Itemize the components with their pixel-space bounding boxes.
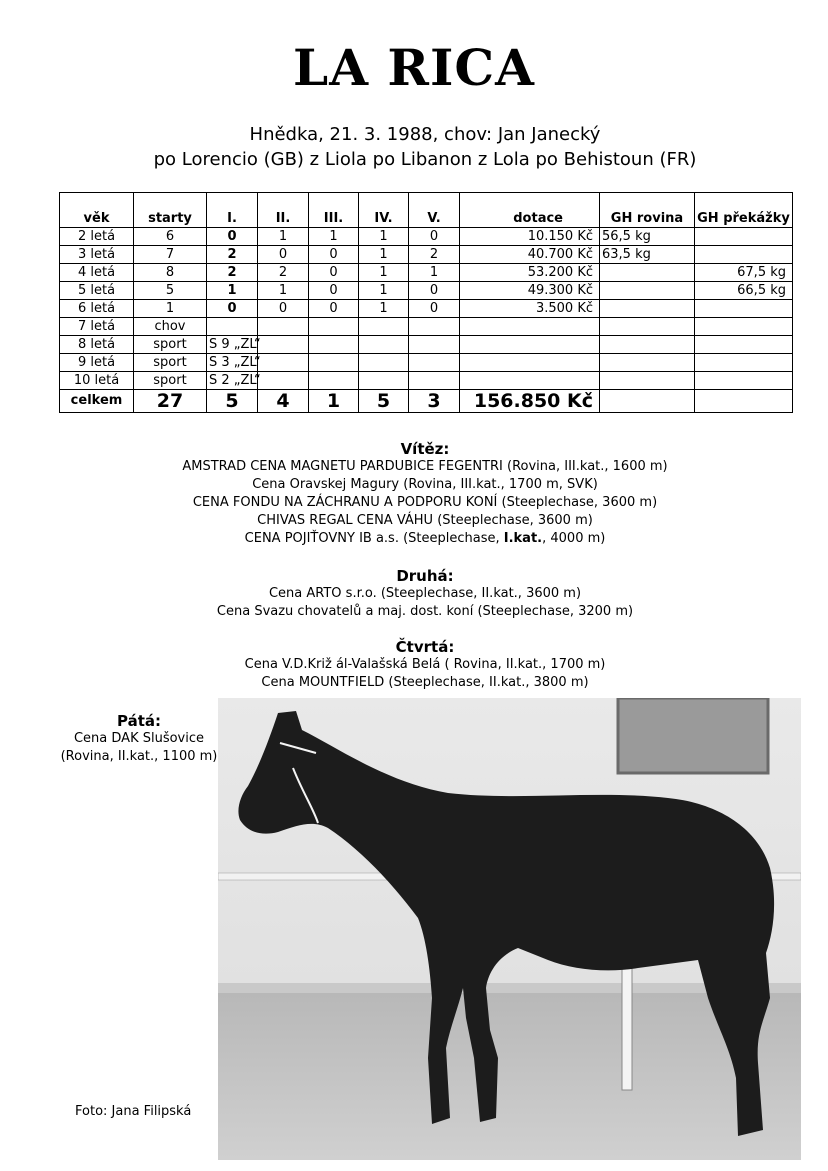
table-cell: 1	[359, 228, 409, 246]
table-cell: 0	[309, 300, 359, 318]
table-cell: 49.300 Kč	[460, 282, 600, 300]
col-header-3rd: III.	[309, 193, 359, 228]
table-row	[60, 336, 793, 354]
table-cell: 0	[409, 300, 460, 318]
table-row	[60, 264, 793, 282]
winner-item: Cena Oravskej Magury (Rovina, III.kat., 1700 m, SVK)	[252, 477, 598, 492]
winner-item-last	[0, 530, 828, 548]
table-cell	[600, 354, 695, 372]
photo-credit: Foto: Jana Filipská	[75, 1104, 192, 1119]
table-cell	[207, 318, 258, 336]
fifth-item-details: (Rovina, II.kat., 1100 m)	[60, 749, 218, 764]
table-cell: 63,5 kg	[600, 246, 695, 264]
table-cell: 0	[258, 300, 309, 318]
table-cell	[695, 336, 793, 354]
table-cell: 6 letá	[60, 300, 134, 318]
table-cell: 7 letá	[60, 318, 134, 336]
table-cell	[600, 282, 695, 300]
table-cell: 5 letá	[60, 282, 134, 300]
table-cell: 0	[207, 300, 258, 318]
table-cell: 0	[309, 264, 359, 282]
table-cell: 1	[309, 228, 359, 246]
subtitle-pedigree-2: po Lorencio (GB) z Liola po Libanon z Lola po Behistoun (FR)	[153, 149, 697, 170]
table-cell	[309, 318, 359, 336]
photo-ground	[218, 993, 801, 1160]
table-cell: 2	[258, 264, 309, 282]
table-header-row	[60, 193, 793, 228]
table-cell: 53.200 Kč	[460, 264, 600, 282]
table-cell: 1	[359, 264, 409, 282]
table-cell	[359, 354, 409, 372]
winner-item-last-category: I.kat.	[503, 531, 543, 546]
table-cell	[409, 318, 460, 336]
table-row	[60, 282, 793, 300]
table-cell	[460, 336, 600, 354]
second-heading: Druhá:	[396, 567, 454, 585]
col-header-age: věk	[60, 193, 134, 228]
table-cell	[600, 264, 695, 282]
table-cell: 67,5 kg	[695, 264, 793, 282]
fifth-section	[40, 712, 238, 766]
table-cell: 1	[409, 264, 460, 282]
table-cell: 0	[409, 228, 460, 246]
table-cell	[460, 372, 600, 390]
table-cell: 3.500 Kč	[460, 300, 600, 318]
table-cell: 1	[134, 300, 207, 318]
table-cell	[695, 318, 793, 336]
table-row	[60, 228, 793, 246]
winner-item: CENA FONDU NA ZÁCHRANU A PODPORU KONÍ (Steeplechase, 3600 m)	[192, 495, 658, 510]
table-cell: 0	[409, 282, 460, 300]
table-cell	[695, 354, 793, 372]
fourth-section	[0, 638, 828, 692]
table-cell	[600, 372, 695, 390]
table-cell: sport	[134, 354, 207, 372]
table-cell: 0	[258, 246, 309, 264]
table-cell: 10 letá	[60, 372, 134, 390]
table-cell	[600, 336, 695, 354]
winner-item: CHIVAS REGAL CENA VÁHU (Steeplechase, 3600 m)	[257, 513, 593, 528]
table-row	[60, 354, 793, 372]
table-cell: 0	[309, 246, 359, 264]
col-header-1st: I.	[207, 193, 258, 228]
fourth-heading: Čtvrtá:	[395, 638, 455, 656]
table-cell	[695, 300, 793, 318]
table-row	[60, 372, 793, 390]
winner-heading: Vítěz:	[400, 440, 450, 458]
winner-item-last-prefix: CENA POJIŤOVNY IB a.s. (Steeplechase,	[244, 531, 504, 546]
table-cell: 1	[207, 282, 258, 300]
table-cell	[460, 354, 600, 372]
col-header-5th: V.	[409, 193, 460, 228]
table-cell: 66,5 kg	[695, 282, 793, 300]
table-cell: 1	[258, 228, 309, 246]
table-cell: S 9 „ZL“	[207, 336, 258, 354]
race-stats-table	[59, 192, 793, 413]
table-cell: 8	[134, 264, 207, 282]
col-header-2nd: II.	[258, 193, 309, 228]
table-row	[60, 300, 793, 318]
table-row	[60, 246, 793, 264]
table-cell	[409, 354, 460, 372]
table-cell	[359, 336, 409, 354]
table-cell: sport	[134, 372, 207, 390]
winner-item-last-suffix: , 4000 m)	[542, 531, 606, 546]
table-cell	[409, 336, 460, 354]
col-header-gh-jumps: GH překážky	[695, 193, 793, 228]
table-cell	[695, 246, 793, 264]
table-cell	[695, 228, 793, 246]
fourth-item: Cena MOUNTFIELD (Steeplechase, II.kat., 3800 m)	[261, 675, 589, 690]
fifth-heading: Pátá:	[116, 712, 161, 730]
table-cell	[695, 372, 793, 390]
table-cell: 6	[134, 228, 207, 246]
table-cell	[600, 300, 695, 318]
table-cell	[359, 372, 409, 390]
winner-section	[0, 440, 828, 548]
page-title: LA RICA	[293, 38, 535, 97]
table-cell: 2	[409, 246, 460, 264]
table-cell: 27	[134, 390, 207, 413]
fourth-item: Cena V.D.Križ ál-Valašská Belá ( Rovina, II.kat., 1700 m)	[244, 657, 606, 672]
second-item: Cena ARTO s.r.o. (Steeplechase, II.kat., 3600 m)	[268, 586, 582, 601]
col-header-prize: dotace	[460, 193, 600, 228]
table-cell	[600, 390, 695, 413]
second-section	[0, 567, 828, 621]
table-cell: S 3 „ZL“	[207, 354, 258, 372]
table-row	[60, 318, 793, 336]
table-cell	[309, 336, 359, 354]
table-cell: 5	[134, 282, 207, 300]
table-cell: 2	[207, 246, 258, 264]
second-item: Cena Svazu chovatelů a maj. dost. koní (Steeplechase, 3200 m)	[216, 604, 634, 619]
table-cell	[600, 318, 695, 336]
table-cell	[258, 318, 309, 336]
table-cell: 10.150 Kč	[460, 228, 600, 246]
table-cell: S 2 „ZL“	[207, 372, 258, 390]
table-cell: 1	[359, 246, 409, 264]
subtitle-pedigree-1: Hnědka, 21. 3. 1988, chov: Jan Janecký	[249, 124, 601, 145]
table-cell: 0	[207, 228, 258, 246]
photo-window	[618, 698, 768, 773]
table-cell: 4	[258, 390, 309, 413]
table-cell	[258, 354, 309, 372]
winner-item: AMSTRAD CENA MAGNETU PARDUBICE FEGENTRI (Rovina, III.kat., 1600 m)	[182, 459, 668, 474]
col-header-starts: starty	[134, 193, 207, 228]
table-cell: 7	[134, 246, 207, 264]
table-cell	[309, 372, 359, 390]
table-cell: 156.850 Kč	[460, 390, 600, 413]
table-cell: sport	[134, 336, 207, 354]
table-cell: 1	[359, 282, 409, 300]
table-cell	[359, 318, 409, 336]
table-cell: celkem	[60, 390, 134, 413]
table-cell: 1	[258, 282, 309, 300]
horse-photo	[218, 698, 801, 1160]
table-cell	[409, 372, 460, 390]
table-cell	[460, 318, 600, 336]
table-cell: 40.700 Kč	[460, 246, 600, 264]
table-cell: 9 letá	[60, 354, 134, 372]
table-cell: 0	[309, 282, 359, 300]
fifth-item-name: Cena DAK Slušovice	[73, 731, 205, 746]
table-cell	[695, 390, 793, 413]
table-cell	[258, 336, 309, 354]
table-cell: 4 letá	[60, 264, 134, 282]
table-cell: 3	[409, 390, 460, 413]
col-header-gh-flat: GH rovina	[600, 193, 695, 228]
table-cell	[258, 372, 309, 390]
table-cell	[309, 354, 359, 372]
table-cell: 3 letá	[60, 246, 134, 264]
table-cell: 56,5 kg	[600, 228, 695, 246]
table-total-row	[60, 390, 793, 413]
table-cell: 5	[207, 390, 258, 413]
table-cell: 2	[207, 264, 258, 282]
table-cell: 2 letá	[60, 228, 134, 246]
col-header-4th: IV.	[359, 193, 409, 228]
table-cell: 8 letá	[60, 336, 134, 354]
table-cell: 1	[309, 390, 359, 413]
table-cell: 1	[359, 300, 409, 318]
table-cell: chov	[134, 318, 207, 336]
table-cell: 5	[359, 390, 409, 413]
